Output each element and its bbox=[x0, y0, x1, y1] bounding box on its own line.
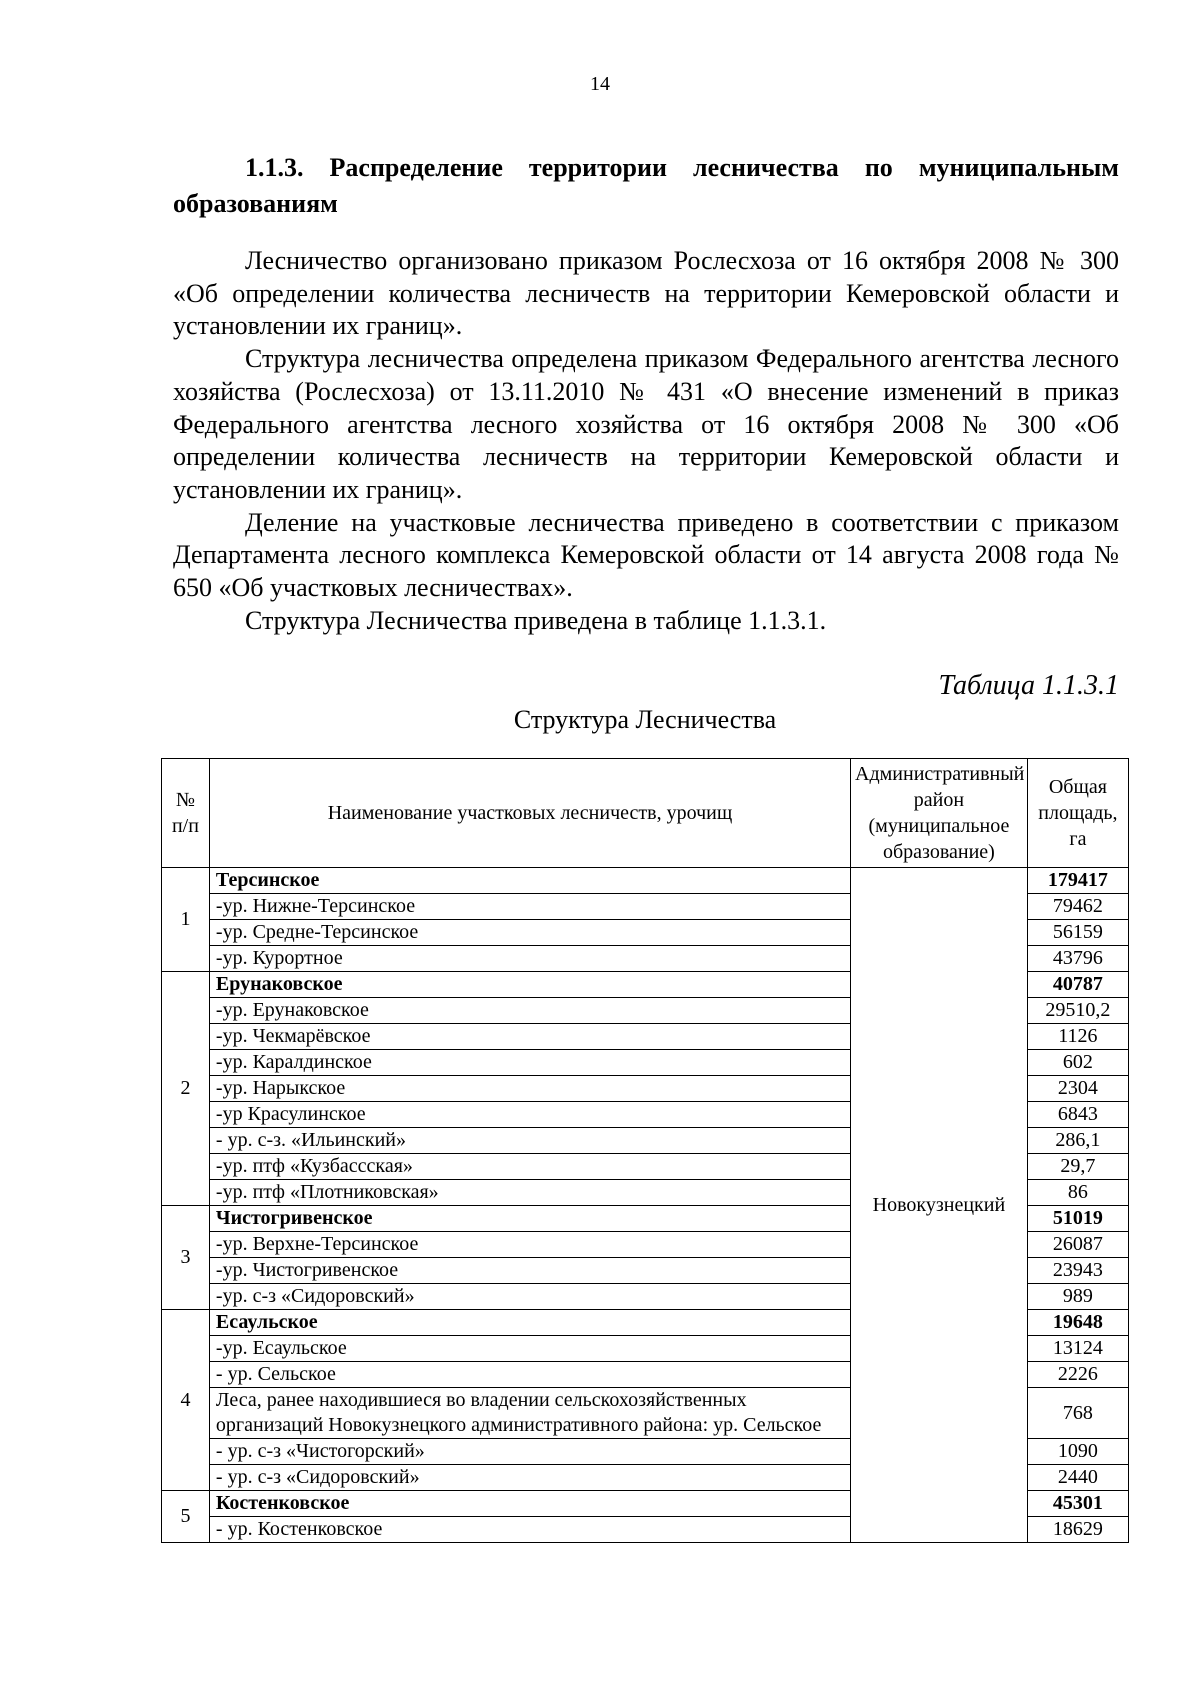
tract-area: 86 bbox=[1027, 1180, 1128, 1206]
paragraph: Структура лесничества определена приказом Федерального агентства лесного хозяйства (Рослесхоза) от 13.11.2010 № 431 «О внесение изменений в приказ Федерального агентства лесного хозяйства от 16 октября 2008 № 300 «Об определении количества лесничеств на территории Кемеровской области и установлении их границ». bbox=[173, 344, 1119, 504]
forestry-area: 40787 bbox=[1027, 972, 1128, 998]
tract-name: - ур. Сельское bbox=[209, 1362, 850, 1388]
table-label: Таблица 1.1.3.1 bbox=[938, 670, 1119, 701]
table-caption: Структура Лесничества bbox=[513, 705, 777, 734]
tract-name: -ур. Есаульское bbox=[209, 1336, 850, 1362]
forestry-structure-table bbox=[161, 758, 1129, 1543]
tract-name: -ур. Курортное bbox=[209, 946, 850, 972]
table-group-row bbox=[162, 868, 1129, 894]
tract-name: - ур. с-з «Сидоровский» bbox=[209, 1465, 850, 1491]
tract-name: -ур. Ерунаковское bbox=[209, 998, 850, 1024]
section-title-line2: образованиям bbox=[173, 189, 338, 218]
tract-name: -ур Красулинское bbox=[209, 1102, 850, 1128]
paragraph: Деление на участковые лесничества приведено в соответствии с приказом Департамента лесного комплекса Кемеровской области от 14 августа 2008 года № 650 «Об участковых лесничествах». bbox=[173, 507, 1119, 603]
tract-name: -ур. Чистогривенское bbox=[209, 1258, 850, 1284]
forestry-area: 19648 bbox=[1027, 1310, 1128, 1336]
tract-area: 2226 bbox=[1027, 1362, 1128, 1388]
tract-name: -ур. птф «Плотниковская» bbox=[209, 1180, 850, 1206]
forestry-name: Терсинское bbox=[209, 868, 850, 894]
tract-name: - ур. Костенковское bbox=[209, 1517, 850, 1543]
header-admin: Административный район (муниципальное образование) bbox=[851, 759, 1028, 868]
paragraph: Структура Лесничества приведена в таблице 1.1.3.1. bbox=[245, 605, 827, 635]
row-number: 2 bbox=[162, 972, 210, 1206]
tract-area: 26087 bbox=[1027, 1232, 1128, 1258]
paragraph: Лесничество организовано приказом Рослесхоза от 16 октября 2008 № 300 «Об определении количества лесничеств на территории Кемеровской области и установлении их границ». bbox=[173, 246, 1119, 341]
header-num: № п/п bbox=[162, 759, 210, 868]
tract-area: 6843 bbox=[1027, 1102, 1128, 1128]
tract-area: 23943 bbox=[1027, 1258, 1128, 1284]
tract-area: 79462 bbox=[1027, 894, 1128, 920]
tract-area: 29510,2 bbox=[1027, 998, 1128, 1024]
forestry-area: 45301 bbox=[1027, 1491, 1128, 1517]
forestry-area: 51019 bbox=[1027, 1206, 1128, 1232]
forestry-name: Ерунаковское bbox=[209, 972, 850, 998]
tract-name: -ур. Чекмарёвское bbox=[209, 1024, 850, 1050]
tract-area: 13124 bbox=[1027, 1336, 1128, 1362]
tract-area: 989 bbox=[1027, 1284, 1128, 1310]
tract-name: -ур. с-з «Сидоровский» bbox=[209, 1284, 850, 1310]
body-text bbox=[173, 245, 1119, 637]
tract-area: 768 bbox=[1027, 1388, 1128, 1439]
header-area: Общая площадь, га bbox=[1027, 759, 1128, 868]
tract-name: -ур. Нарыкское bbox=[209, 1076, 850, 1102]
table-header-row bbox=[162, 759, 1129, 868]
tract-area: 2440 bbox=[1027, 1465, 1128, 1491]
tract-name: - ур. с-з. «Ильинский» bbox=[209, 1128, 850, 1154]
tract-area: 43796 bbox=[1027, 946, 1128, 972]
table-body bbox=[162, 868, 1129, 1543]
row-number: 5 bbox=[162, 1491, 210, 1543]
forestry-name: Есаульское bbox=[209, 1310, 850, 1336]
page-number: 14 bbox=[590, 73, 610, 95]
tract-area: 29,7 bbox=[1027, 1154, 1128, 1180]
tract-name: Леса, ранее находившиеся во владении сельскохозяйственных организаций Новокузнецкого административного района: ур. Сельское bbox=[209, 1388, 850, 1439]
forestry-name: Чистогривенское bbox=[209, 1206, 850, 1232]
tract-name: - ур. с-з «Чистогорский» bbox=[209, 1439, 850, 1465]
admin-district: Новокузнецкий bbox=[851, 868, 1028, 1543]
row-number: 3 bbox=[162, 1206, 210, 1310]
tract-area: 2304 bbox=[1027, 1076, 1128, 1102]
tract-area: 286,1 bbox=[1027, 1128, 1128, 1154]
row-number: 1 bbox=[162, 868, 210, 972]
forestry-name: Костенковское bbox=[209, 1491, 850, 1517]
tract-name: -ур. Нижне-Терсинское bbox=[209, 894, 850, 920]
tract-area: 1126 bbox=[1027, 1024, 1128, 1050]
row-number: 4 bbox=[162, 1310, 210, 1491]
tract-name: -ур. птф «Кузбассская» bbox=[209, 1154, 850, 1180]
tract-name: -ур. Средне-Терсинское bbox=[209, 920, 850, 946]
tract-area: 602 bbox=[1027, 1050, 1128, 1076]
section-title-line1: 1.1.3. Распределение территории лесничества по муниципальным bbox=[245, 153, 1119, 182]
tract-name: -ур. Верхне-Терсинское bbox=[209, 1232, 850, 1258]
tract-area: 56159 bbox=[1027, 920, 1128, 946]
section-heading bbox=[173, 150, 1119, 222]
header-name: Наименование участковых лесничеств, урочищ bbox=[209, 759, 850, 868]
forestry-area: 179417 bbox=[1027, 868, 1128, 894]
tract-area: 1090 bbox=[1027, 1439, 1128, 1465]
tract-area: 18629 bbox=[1027, 1517, 1128, 1543]
tract-name: -ур. Каралдинское bbox=[209, 1050, 850, 1076]
